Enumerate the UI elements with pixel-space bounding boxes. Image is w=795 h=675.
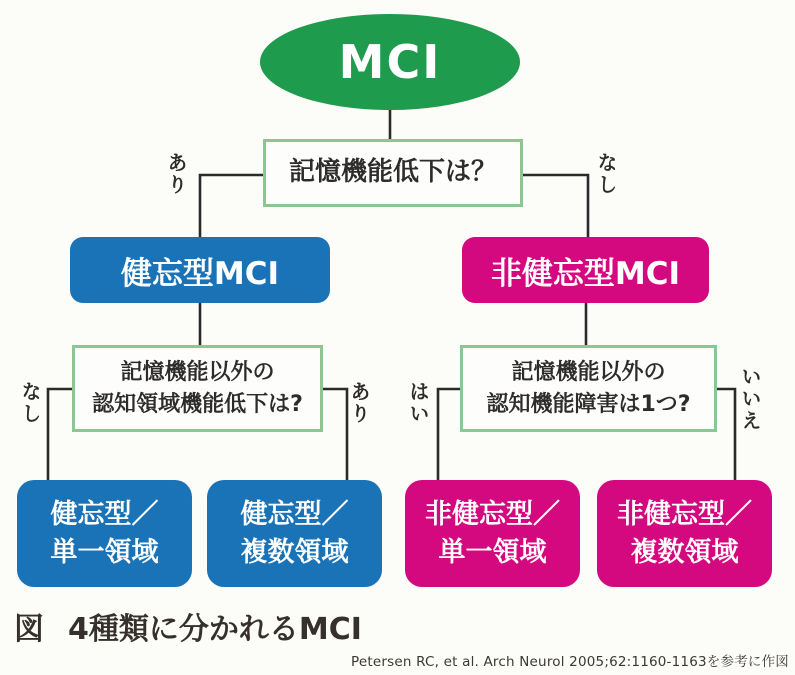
- edge-q2-right: [322, 389, 347, 481]
- outcome-amnestic-single-domain: [17, 480, 192, 587]
- outcome-label-line2: 複数領域: [240, 536, 349, 568]
- branch-label-q2-yes: あり: [347, 381, 371, 425]
- branch-label-q1-yes: あり: [164, 152, 188, 196]
- edge-q3-right: [716, 389, 735, 481]
- outcome-label-line1: 健忘型／: [50, 498, 159, 530]
- outcome-label-line1: 非健忘型／: [617, 498, 752, 530]
- node-amnestic-mci-label: 健忘型MCI: [120, 255, 280, 292]
- figure-caption: [14, 604, 362, 648]
- root-node-mci: [260, 14, 520, 110]
- outcome-label-line2: 複数領域: [630, 536, 739, 568]
- node-nonamnestic-mci: [462, 237, 709, 303]
- edge-q2-left: [48, 389, 73, 481]
- branch-label-q3-no: いいえ: [738, 366, 762, 432]
- question-single-impairment-line2: 認知機能障害は1つ?: [486, 391, 691, 417]
- edge-q1-left: [200, 175, 263, 238]
- branch-label-q2-no: なし: [18, 381, 42, 425]
- branch-label-q3-yes: はい: [406, 381, 430, 425]
- node-nonamnestic-mci-label: 非健忘型MCI: [490, 255, 681, 292]
- figure-caption-prefix: 図: [14, 612, 44, 647]
- outcome-label-line2: 単一領域: [438, 536, 547, 568]
- edge-q3-left: [438, 389, 461, 481]
- source-citation: Petersen RC, et al. Arch Neurol 2005;62:1160-1163を参考に作図: [350, 654, 789, 670]
- question-single-impairment-line1: 記憶機能以外の: [511, 359, 666, 385]
- question-memory-decline-text: 記憶機能低下は？: [288, 157, 497, 188]
- outcome-label-line2: 単一領域: [50, 536, 159, 568]
- node-amnestic-mci: [70, 237, 330, 303]
- branch-label-q1-no: なし: [594, 152, 618, 196]
- outcome-label-line1: 健忘型／: [240, 498, 349, 530]
- question-single-impairment: [460, 345, 717, 432]
- outcome-label-line1: 非健忘型／: [425, 498, 560, 530]
- edge-q1-right: [523, 175, 588, 238]
- outcome-amnestic-multiple-domain: [207, 480, 382, 587]
- question-memory-decline: [263, 139, 523, 207]
- question-other-domain-line2: 認知領域機能低下は?: [92, 391, 303, 417]
- root-node-label: MCI: [338, 35, 442, 89]
- outcome-nonamnestic-single-domain: [405, 480, 580, 587]
- question-other-domain-line1: 記憶機能以外の: [120, 359, 275, 385]
- outcome-nonamnestic-multiple-domain: [597, 480, 772, 587]
- question-other-domain-decline: [72, 345, 323, 432]
- figure-caption-title: 4種類に分かれるMCI: [68, 612, 362, 647]
